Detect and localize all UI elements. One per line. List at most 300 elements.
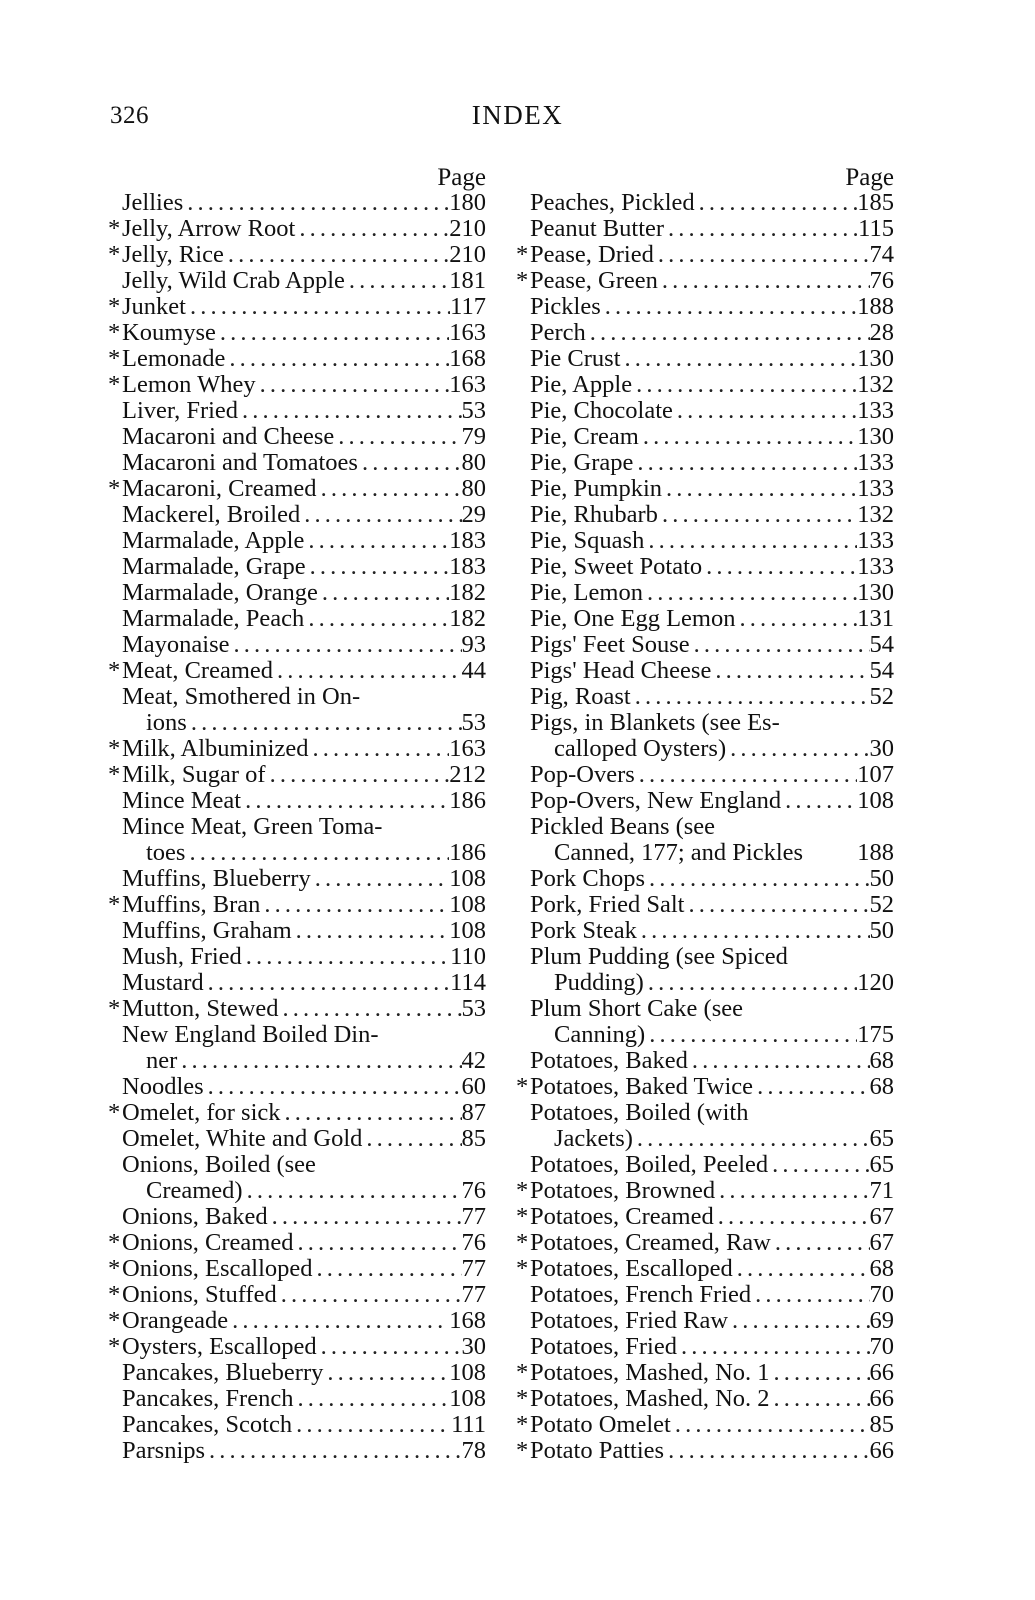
entry-marker: * — [516, 1203, 529, 1230]
entry-name: Onions, Baked — [122, 1203, 268, 1230]
entry-marker: * — [516, 1437, 529, 1464]
entry-marker: * — [108, 1229, 121, 1256]
entry-name: Potatoes, Mashed, No. 2 — [530, 1385, 770, 1412]
dot-leader — [358, 450, 462, 476]
entry-page: 66 — [869, 1437, 894, 1464]
index-entry — [108, 1230, 486, 1256]
entry-page: 52 — [869, 891, 894, 918]
page-column-label: Page — [437, 164, 486, 191]
entry-name: Pie, Pumpkin — [530, 475, 663, 502]
index-entry — [108, 892, 486, 918]
entry-name: Mince Meat — [122, 787, 242, 814]
entry-name: Pie, Sweet Potato — [530, 553, 703, 580]
index-entry — [516, 736, 894, 762]
entry-name: Potato Omelet — [530, 1411, 671, 1438]
dot-leader — [644, 528, 857, 554]
entry-name: Potatoes, Boiled (with — [530, 1099, 749, 1126]
index-entry — [108, 502, 486, 528]
entry-name: Onions, Boiled (see — [122, 1151, 316, 1178]
entry-page: 188 — [857, 839, 894, 866]
dot-leader — [645, 1022, 857, 1048]
entry-page: 77 — [461, 1281, 486, 1308]
entry-name: Jelly, Wild Crab Apple — [122, 267, 345, 294]
index-entry — [108, 1438, 486, 1464]
entry-page: 131 — [857, 605, 894, 632]
index-entry — [108, 606, 486, 632]
dot-leader — [228, 1308, 449, 1334]
entry-page: 67 — [869, 1203, 894, 1230]
index-entry — [516, 1152, 894, 1178]
entry-name: Junket — [122, 293, 186, 320]
dot-leader — [662, 476, 857, 502]
entry-page: 53 — [461, 397, 486, 424]
index-entry — [516, 1282, 894, 1308]
dot-leader — [658, 268, 870, 294]
dot-leader — [317, 476, 462, 502]
entry-name: Liver, Fried — [122, 397, 239, 424]
entry-page: 186 — [449, 787, 486, 814]
index-entry — [108, 814, 486, 840]
dot-leader — [292, 1412, 451, 1438]
index-entry — [516, 1256, 894, 1282]
entry-name: Macaroni and Tomatoes — [122, 449, 358, 476]
entry-name: Pie, Rhubarb — [530, 501, 658, 528]
entry-page: 130 — [857, 345, 894, 372]
dot-leader — [279, 996, 462, 1022]
entry-name: Pop-Overs, New England — [530, 787, 782, 814]
entry-name: Potatoes, Mashed, No. 1 — [530, 1359, 770, 1386]
index-entry — [516, 684, 894, 710]
entry-name: Pigs, in Blankets (see Es- — [530, 709, 780, 736]
entry-marker: * — [108, 371, 121, 398]
dot-leader — [673, 398, 857, 424]
entry-page: 110 — [450, 943, 486, 970]
dot-leader — [753, 1074, 869, 1100]
dot-leader — [771, 1230, 870, 1256]
entry-marker: * — [108, 475, 121, 502]
dot-leader — [690, 632, 870, 658]
dot-leader — [256, 372, 450, 398]
entry-marker: * — [516, 1229, 529, 1256]
entry-name: Potatoes, Baked Twice — [530, 1073, 754, 1100]
entry-page: 183 — [449, 527, 486, 554]
entry-name: Potatoes, Creamed, Raw — [530, 1229, 771, 1256]
entry-page: 53 — [461, 709, 486, 736]
entry-page: 77 — [461, 1255, 486, 1282]
entry-name: Creamed) — [146, 1177, 243, 1204]
entry-page: 80 — [461, 449, 486, 476]
index-entry — [108, 1074, 486, 1100]
index-entry — [516, 554, 894, 580]
entry-name: Potatoes, Boiled, Peeled — [530, 1151, 769, 1178]
entry-marker: * — [108, 319, 121, 346]
entry-name: Pease, Green — [530, 267, 658, 294]
entry-name: Perch — [530, 319, 586, 346]
entry-page: 185 — [857, 189, 894, 216]
entry-page: 132 — [857, 501, 894, 528]
entry-name: Oysters, Escalloped — [122, 1333, 317, 1360]
dot-leader — [715, 1178, 869, 1204]
index-entry — [516, 1386, 894, 1412]
entry-name: Pancakes, French — [122, 1385, 294, 1412]
dot-leader — [664, 1438, 869, 1464]
dot-leader — [639, 424, 857, 450]
entry-page: 210 — [449, 215, 486, 242]
index-entry — [108, 398, 486, 424]
dot-leader — [635, 762, 857, 788]
entry-name: Muffins, Bran — [122, 891, 261, 918]
index-entry — [108, 346, 486, 372]
index-entry — [516, 1178, 894, 1204]
dot-leader — [733, 1256, 870, 1282]
entry-page: 181 — [449, 267, 486, 294]
entry-page: 133 — [857, 527, 894, 554]
index-entry — [108, 840, 486, 866]
dot-leader — [677, 1334, 870, 1360]
entry-marker: * — [108, 995, 121, 1022]
index-entry — [108, 866, 486, 892]
index-entry — [108, 918, 486, 944]
entry-name: Muffins, Graham — [122, 917, 292, 944]
entry-name: Macaroni, Creamed — [122, 475, 317, 502]
entry-page: 108 — [449, 917, 486, 944]
dot-leader — [295, 216, 449, 242]
entry-name: Lemon Whey — [122, 371, 256, 398]
index-entry — [108, 1204, 486, 1230]
index-entry — [108, 242, 486, 268]
index-entry — [516, 242, 894, 268]
dot-leader — [260, 892, 449, 918]
dot-leader — [586, 320, 870, 346]
index-entry — [516, 840, 894, 866]
index-entry — [516, 1334, 894, 1360]
index-entry — [516, 1074, 894, 1100]
entry-page: 117 — [450, 293, 486, 320]
index-entry — [108, 372, 486, 398]
dot-leader — [273, 658, 461, 684]
index-entry — [516, 970, 894, 996]
entry-name: toes — [146, 839, 186, 866]
dot-leader — [633, 1126, 870, 1152]
entry-page: 85 — [461, 1125, 486, 1152]
entry-name: Pork Steak — [530, 917, 637, 944]
entry-page: 79 — [461, 423, 486, 450]
entry-page: 76 — [869, 267, 894, 294]
entry-name: Marmalade, Peach — [122, 605, 305, 632]
entry-name: Noodles — [122, 1073, 204, 1100]
index-entry — [108, 710, 486, 736]
dot-leader — [224, 242, 449, 268]
dot-leader — [631, 684, 870, 710]
dot-leader — [645, 866, 869, 892]
dot-leader — [293, 1230, 461, 1256]
dot-leader — [711, 658, 869, 684]
entry-page: 54 — [869, 631, 894, 658]
dot-leader — [781, 788, 857, 814]
entry-name: Mutton, Stewed — [122, 995, 279, 1022]
index-entry — [108, 788, 486, 814]
index-entry — [108, 970, 486, 996]
index-entry — [516, 346, 894, 372]
entry-page: 183 — [449, 553, 486, 580]
dot-leader — [685, 892, 870, 918]
entry-name: Koumyse — [122, 319, 216, 346]
dot-leader — [688, 1048, 870, 1074]
entry-name: Marmalade, Apple — [122, 527, 305, 554]
entry-page: 87 — [461, 1099, 486, 1126]
entry-name: Plum Pudding (see Spiced — [530, 943, 788, 970]
entry-name: ions — [146, 709, 187, 736]
index-entry — [516, 606, 894, 632]
entry-page: 50 — [869, 865, 894, 892]
entry-page: 182 — [449, 605, 486, 632]
entry-name: Pork, Fried Salt — [530, 891, 685, 918]
entry-name: Pancakes, Scotch — [122, 1411, 293, 1438]
index-entry — [108, 736, 486, 762]
entry-name: Mayonaise — [122, 631, 230, 658]
entry-name: Orangeade — [122, 1307, 229, 1334]
index-entry — [108, 1360, 486, 1386]
entry-marker: * — [108, 1099, 121, 1126]
dot-leader — [204, 970, 450, 996]
entry-name: Pickled Beans (see — [530, 813, 716, 840]
entry-page: 163 — [449, 319, 486, 346]
entry-page: 168 — [449, 345, 486, 372]
entry-name: Mince Meat, Green Toma- — [122, 813, 383, 840]
entry-page: 133 — [857, 397, 894, 424]
entry-page: 108 — [449, 1359, 486, 1386]
index-entry — [516, 1204, 894, 1230]
entry-name: Jellies — [122, 189, 184, 216]
entry-marker: * — [108, 1333, 121, 1360]
dot-leader — [306, 554, 450, 580]
dot-leader — [318, 580, 449, 606]
entry-name: Pie, Lemon — [530, 579, 643, 606]
index-entry — [516, 1230, 894, 1256]
entry-page: 70 — [869, 1333, 894, 1360]
index-entry — [516, 762, 894, 788]
entry-page: 186 — [449, 839, 486, 866]
entry-page: 60 — [461, 1073, 486, 1100]
entry-page: 130 — [857, 579, 894, 606]
entry-name: Onions, Stuffed — [122, 1281, 277, 1308]
dot-leader — [183, 190, 449, 216]
entry-name: Pease, Dried — [530, 241, 654, 268]
entry-page: 80 — [461, 475, 486, 502]
dot-leader — [205, 1438, 461, 1464]
dot-leader — [654, 242, 870, 268]
index-entry — [108, 554, 486, 580]
index-entry — [108, 294, 486, 320]
entry-name: Pickles — [530, 293, 601, 320]
entry-page: 30 — [461, 1333, 486, 1360]
dot-leader — [643, 580, 857, 606]
entry-name: Muffins, Blueberry — [122, 865, 311, 892]
index-entry — [516, 918, 894, 944]
entry-name: Jelly, Rice — [122, 241, 224, 268]
dot-leader — [300, 502, 461, 528]
index-entry — [516, 528, 894, 554]
entry-page: 68 — [869, 1255, 894, 1282]
entry-page: 78 — [461, 1437, 486, 1464]
entry-page: 210 — [449, 241, 486, 268]
entry-name: Potatoes, French Fried — [530, 1281, 752, 1308]
entry-marker: * — [108, 1255, 121, 1282]
entry-name: Pie, One Egg Lemon — [530, 605, 736, 632]
dot-leader — [177, 1048, 461, 1074]
entry-page: 130 — [857, 423, 894, 450]
dot-leader — [241, 788, 449, 814]
index-entry — [108, 216, 486, 242]
dot-leader — [658, 502, 857, 528]
entry-name: Pigs' Feet Souse — [530, 631, 690, 658]
index-entry — [516, 320, 894, 346]
dot-leader — [304, 528, 449, 554]
index-entry — [516, 268, 894, 294]
page-number: 326 — [110, 102, 149, 129]
index-entry — [516, 450, 894, 476]
index-entry — [108, 762, 486, 788]
index-entry — [108, 1126, 486, 1152]
dot-leader — [292, 918, 450, 944]
entry-page: 44 — [461, 657, 486, 684]
entry-page: 29 — [461, 501, 486, 528]
index-entry — [516, 190, 894, 216]
index-entry — [108, 1152, 486, 1178]
index-entries — [108, 190, 486, 1464]
dot-leader — [317, 1334, 462, 1360]
entry-page: 111 — [451, 1411, 486, 1438]
dot-leader — [216, 320, 449, 346]
entry-name: Pancakes, Blueberry — [122, 1359, 324, 1386]
entry-page: 180 — [449, 189, 486, 216]
entry-marker: * — [108, 241, 121, 268]
dot-leader — [644, 970, 857, 996]
index-entry — [516, 372, 894, 398]
entry-name: New England Boiled Din- — [122, 1021, 379, 1048]
dot-leader — [736, 606, 858, 632]
entry-page: 85 — [869, 1411, 894, 1438]
index-entry — [108, 684, 486, 710]
entry-name: Macaroni and Cheese — [122, 423, 335, 450]
index-entry — [108, 450, 486, 476]
running-head: INDEX — [471, 100, 564, 130]
entry-page: 42 — [461, 1047, 486, 1074]
entry-marker: * — [108, 345, 121, 372]
entry-name: Meat, Smothered in On- — [122, 683, 361, 710]
index-column-left — [108, 164, 486, 1464]
dot-leader — [728, 1308, 869, 1334]
entry-name: Jackets) — [554, 1125, 633, 1152]
entry-name: Meat, Creamed — [122, 657, 274, 684]
entry-name: Potatoes, Browned — [530, 1177, 716, 1204]
dot-leader — [362, 1126, 461, 1152]
dot-leader — [293, 1386, 449, 1412]
dot-leader — [266, 762, 450, 788]
index-entry — [516, 866, 894, 892]
dot-leader — [187, 710, 462, 736]
entry-name: Canning) — [554, 1021, 646, 1048]
index-entry — [108, 268, 486, 294]
entry-page: 163 — [449, 371, 486, 398]
index-entry — [108, 1100, 486, 1126]
dot-leader — [243, 1178, 462, 1204]
dot-leader — [334, 424, 461, 450]
entry-name: Pie, Cream — [530, 423, 639, 450]
entry-page: 74 — [869, 241, 894, 268]
index-column-right — [516, 164, 894, 1464]
index-entry — [108, 996, 486, 1022]
entry-name: Potatoes, Fried — [530, 1333, 677, 1360]
dot-leader — [230, 632, 462, 658]
entry-page: 28 — [869, 319, 894, 346]
index-entry — [108, 1412, 486, 1438]
index-entry — [108, 424, 486, 450]
entry-page: 69 — [869, 1307, 894, 1334]
entry-marker: * — [108, 293, 121, 320]
index-entry — [516, 1360, 894, 1386]
entry-page: 65 — [869, 1125, 894, 1152]
dot-leader — [242, 944, 450, 970]
entry-page: 50 — [869, 917, 894, 944]
entry-page: 108 — [449, 891, 486, 918]
dot-leader — [186, 294, 450, 320]
entry-page: 188 — [857, 293, 894, 320]
dot-leader — [238, 398, 461, 424]
dot-leader — [726, 736, 869, 762]
dot-leader — [601, 294, 857, 320]
index-entry — [516, 476, 894, 502]
entry-name: Omelet, White and Gold — [122, 1125, 363, 1152]
dot-leader — [664, 216, 858, 242]
entry-marker: * — [516, 1073, 529, 1100]
entry-name: Pigs' Head Cheese — [530, 657, 712, 684]
index-entry — [108, 1022, 486, 1048]
index-entry — [516, 502, 894, 528]
entry-page: 76 — [461, 1229, 486, 1256]
entry-page: 212 — [449, 761, 486, 788]
dot-leader — [671, 1412, 870, 1438]
index-entry — [516, 1100, 894, 1126]
dot-leader — [323, 1360, 449, 1386]
entry-page: 120 — [857, 969, 894, 996]
entry-name: calloped Oysters) — [554, 735, 727, 762]
entry-name: Mustard — [122, 969, 204, 996]
index-entry — [516, 632, 894, 658]
entry-name: Potatoes, Baked — [530, 1047, 688, 1074]
index-entry — [108, 944, 486, 970]
index-entry — [516, 710, 894, 736]
entry-name: Potatoes, Fried Raw — [530, 1307, 729, 1334]
dot-leader — [204, 1074, 462, 1100]
entry-page: 133 — [857, 553, 894, 580]
index-entry — [108, 658, 486, 684]
index-entry — [516, 944, 894, 970]
entry-page: 66 — [869, 1385, 894, 1412]
entry-page: 52 — [869, 683, 894, 710]
index-entry — [516, 788, 894, 814]
entry-marker: * — [108, 891, 121, 918]
entry-name: Potato Patties — [530, 1437, 665, 1464]
index-entry — [516, 216, 894, 242]
dot-leader — [770, 1386, 870, 1412]
index-entry — [516, 1048, 894, 1074]
entry-name: Pie, Squash — [530, 527, 645, 554]
entry-marker: * — [516, 1359, 529, 1386]
entry-name: Parsnips — [122, 1437, 206, 1464]
entry-page: 71 — [869, 1177, 894, 1204]
entry-name: Pie, Grape — [530, 449, 634, 476]
